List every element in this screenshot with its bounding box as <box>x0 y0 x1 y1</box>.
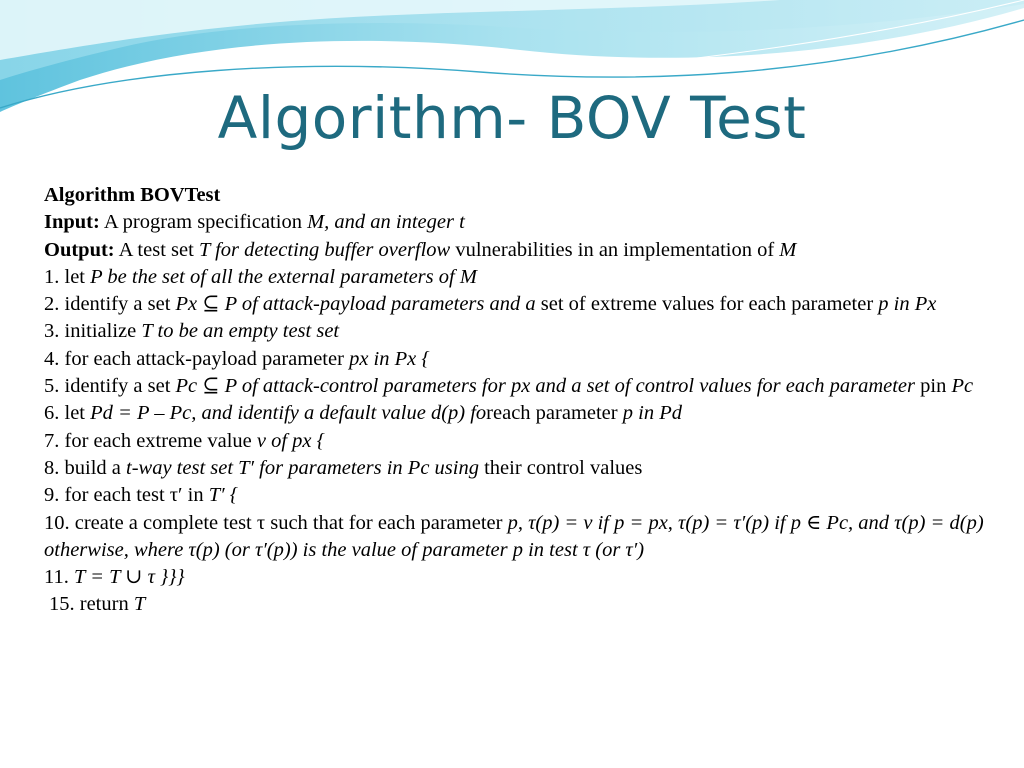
step-1: 1. let P be the set of all the external parameters of M <box>44 265 477 288</box>
step-3: 3. initialize T to be an empty test set <box>44 320 340 343</box>
step-2: 2. identify a set Px ⊆ P of attack-payload parameters and a set of extreme values for each parameter p in Px <box>44 293 937 316</box>
slide-title: Algorithm- BOV Test <box>217 84 807 152</box>
step-8: 8. build a t-way test set T′ for parameters in Pc using their control values <box>44 456 643 479</box>
algorithm-body <box>44 182 994 619</box>
algorithm-output: Output: A test set T for detecting buffer overflow vulnerabilities in an implementation of M <box>44 238 797 261</box>
step-5: 5. identify a set Pc ⊆ P of attack-control parameters for px and a set of control values for each parameter pin Pc <box>44 375 974 398</box>
step-11: 11. T = T ∪ τ }}} <box>44 566 185 589</box>
step-15: 15. return T <box>49 593 146 616</box>
step-10: 10. create a complete test τ such that for each parameter p, τ(p) = v if p = px, τ(p) = τ′(p) if p ∈ Pc, and τ(p) = d(p) otherwise, where τ(p) (or τ′(p)) is the value of parameter p in test τ (or τ′) <box>44 511 984 561</box>
step-6: 6. let Pd = P – Pc, and identify a default value d(p) foreach parameter p in Pd <box>44 402 682 425</box>
algorithm-heading: Algorithm BOVTest <box>44 184 221 206</box>
step-9: 9. for each test τ′ in T′ { <box>44 484 238 507</box>
algorithm-input: Input: A program specification M, and an integer t <box>44 211 465 234</box>
step-7: 7. for each extreme value v of px { <box>44 429 325 452</box>
step-4: 4. for each attack-payload parameter px in Px { <box>44 347 430 370</box>
